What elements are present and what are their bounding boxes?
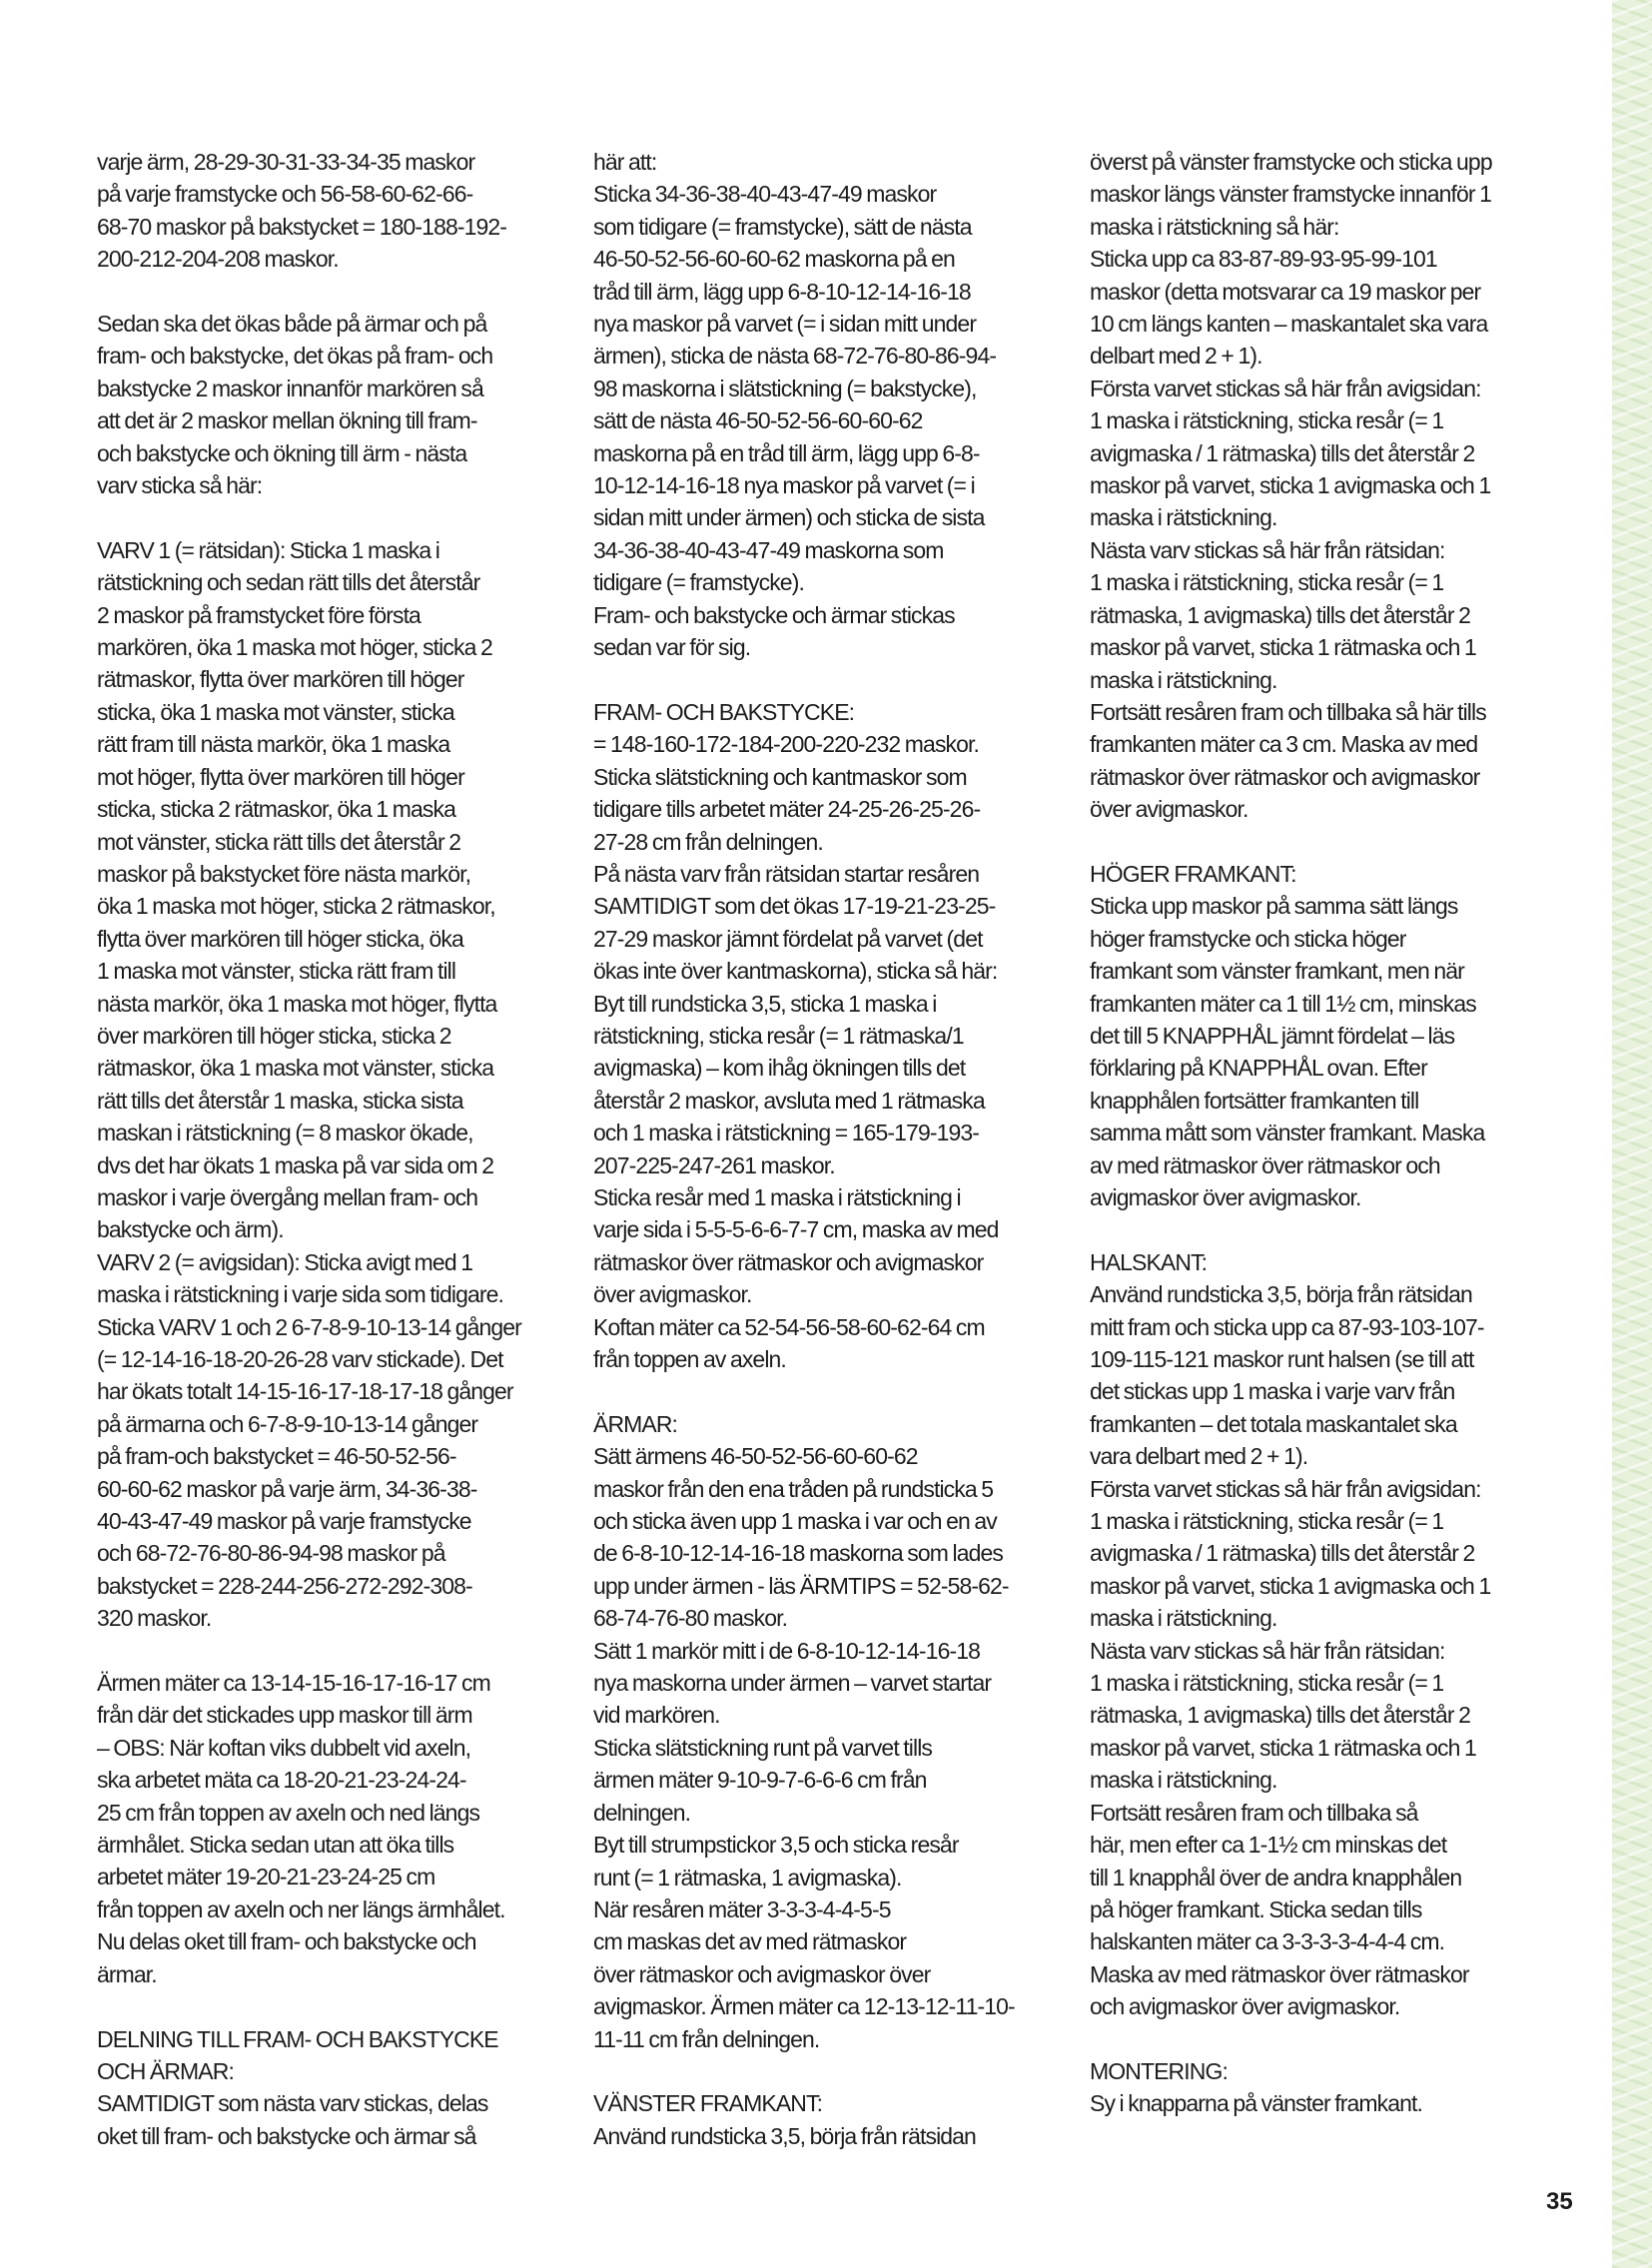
section-text: Sätt ärmens 46-50-52-56-60-60-62 maskor från den ena tråden på rundsticka 5 och sticka även upp 1 maska i var och en av de 6-8-10-12-14-16-18 maskorna som lades upp under ärmen - läs ÄRMTIPS = 52-58-62- 68-74-76-80 maskor. Sätt 1 markör mitt i de 6-8-10-12-14-16-18 nya maskorna under ärmen – varvet startar vid markören. Sticka slätstickning runt på varvet tills ärmen mäter 9-10-9-7-6-6-6 cm från delningen. Byt till strumpstickor 3,5 och sticka resår runt (= 1 rätmaska, 1 avigmaska). När resåren mäter 3-3-3-4-4-5-5 cm maskas det av med rätmaskor över rätmaskor och avigmaskor över avigmaskor. Ärmen mäter ca 12-13-12-11-10- 11-11 cm från delningen. xyxy=(593,1443,1015,2052)
section-fram-och-bakstycke xyxy=(593,696,1059,1376)
column-3 xyxy=(1090,146,1555,2120)
section-text: Sticka upp maskor på samma sätt längs höger framstycke och sticka höger framkant som vänster framkant, men när framkanten mäter ca 1 till 1½ cm, minskas det till 5 KNAPPHÅL jämnt fördelat – läs förklaring på KNAPPHÅL ovan. Efter knapphålen fortsätter framkanten till samma mått som vänster framkant. Maska av med rätmaskor över rätmaskor och avigmaskor över avigmaskor. xyxy=(1090,893,1485,1210)
paragraph: här att: Sticka 34-36-38-40-43-47-49 maskor som tidigare (= framstycke), sätt de nästa 46-50-52-56-60-60-62 maskorna på en tråd till ärm, lägg upp 6-8-10-12-14-16-18 nya maskor på varvet (= i sidan mitt under ärmen), sticka de nästa 68-72-76-80-86-94- 98 maskorna i slätstickning (= bakstycke), sätt de nästa 46-50-52-56-60-60-62 maskorna på en tråd till ärm, lägg upp 6-8- 10-12-14-16-18 nya maskor på varvet (= i sidan mitt under ärmen) och sticka de sista 34-36-38-40-43-47-49 maskorna som tidigare (= framstycke). Fram- och bakstycke och ärmar stickas sedan var för sig. xyxy=(593,149,997,661)
paragraph: Sedan ska det ökas både på ärmar och på fram- och bakstycke, det ökas på fram- och bakstycke 2 maskor innanför markören så att det är 2 maskor mellan ökning till fram- och bakstycke och ökning till ärm - nästa varv sticka så här: xyxy=(97,311,493,499)
paragraph: VARV 1 (= rätsidan): Sticka 1 maska i rätstickning och sedan rätt tills det återstår 2 maskor på framstycket före första markören, öka 1 maska mot höger, sticka 2 rätmaskor, flytta över markören till höger sticka, öka 1 maska mot vänster, sticka rätt fram till nästa markör, öka 1 maska mot höger, flytta över markören till höger sticka, sticka 2 rätmaskor, öka 1 maska mot vänster, sticka rätt tills det återstår 2 maskor på bakstycket före nästa markör, öka 1 maska mot höger, sticka 2 rätmaskor, flytta över markören till höger sticka, öka 1 maska mot vänster, sticka rätt fram till nästa markör, öka 1 maska mot höger, flytta över markören till höger sticka, sticka 2 rätmaskor, öka 1 maska mot vänster, sticka rätt tills det återstår 1 maska, sticka sista maskan i rätstickning (= 8 maskor ökade, dvs det har ökats 1 maska på var sida om 2 maskor i varje övergång mellan fram- och bakstycke och ärm). VARV 2 (= avigsidan): Sticka avigt med 1 maska i rätstickning i varje sida som tidigare. Sticka VARV 1 och 2 6-7-8-9-10-13-14 gånger (= 12-14-16-18-20-26-28 varv stickade). Det har ökats totalt 14-15-16-17-18-17-18 gånger på ärmarna och 6-7-8-9-10-13-14 gånger på fram-och bakstycket = 46-50-52-56- 60-60-62 maskor på varje ärm, 34-36-38- 40-43-47-49 maskor på varje framstycke och 68-72-76-80-86-94-98 maskor på bakstycket = 228-244-256-272-292-308- 320 maskor. xyxy=(97,536,521,1632)
section-text: Använd rundsticka 3,5, börja från rätsidan xyxy=(593,2122,976,2149)
section-heading: DELNING TILL FRAM- OCH BAKSTYCKE OCH ÄRMAR: xyxy=(97,2025,498,2084)
column-2 xyxy=(593,146,1059,2152)
section-text: = 148-160-172-184-200-220-232 maskor. Sticka slätstickning och kantmaskor som tidigare tills arbetet mäter 24-25-26-25-26- 27-28 cm från delningen. På nästa varv från rätsidan startar resåren SAMTIDIGT som det ökas 17-19-21-23-25- 27-29 maskor jämnt fördelat på varvet (det ökas inte över kantmaskorna), sticka så här: Byt till rundsticka 3,5, sticka 1 maska i rätstickning, sticka resår (= 1 rätmaska/1 avigmaska) – kom ihåg ökningen tills det återstår 2 maskor, avsluta med 1 rätmaska och 1 maska i rätstickning = 165-179-193- 207-225-247-261 maskor. Sticka resår med 1 maska i rätstickning i varje sida i 5-5-5-6-6-7-7 cm, maska av med rätmaskor över rätmaskor och avigmaskor över avigmaskor. Koftan mäter ca 52-54-56-58-60-62-64 cm från toppen av axeln. xyxy=(593,731,999,1373)
section-heading: VÄNSTER FRAMKANT: xyxy=(593,2090,823,2117)
section-vanster-framkant xyxy=(593,2087,1059,2152)
section-text: Sy i knapparna på vänster framkant. xyxy=(1090,2090,1422,2117)
column-1 xyxy=(97,146,562,2152)
section-text: SAMTIDIGT som nästa varv stickas, delas oket till fram- och bakstycke och ärmar så xyxy=(97,2090,488,2149)
paragraph: varje ärm, 28-29-30-31-33-34-35 maskor på varje framstycke och 56-58-60-62-66- 68-70 maskor på bakstycket = 180-188-192- 200-212-204-208 maskor. xyxy=(97,149,507,273)
section-halskant xyxy=(1090,1246,1555,2023)
section-heading: HALSKANT: xyxy=(1090,1248,1208,1275)
page-number: 35 xyxy=(1546,2188,1573,2215)
section-heading: ÄRMAR: xyxy=(593,1410,678,1437)
section-delning xyxy=(97,2023,562,2153)
paragraph: överst på vänster framstycke och sticka upp maskor längs vänster framstycke innanför 1 maska i rätstickning så här: Sticka upp ca 83-87-89-93-95-99-101 maskor (detta motsvarar ca 19 maskor per 10 cm längs kanten – maskantalet ska vara delbart med 2 + 1). Första varvet stickas så här från avigsidan: 1 maska i rätstickning, sticka resår (= 1 avigmaska / 1 rätmaska) tills det återstår 2 maskor på varvet, sticka 1 avigmaska och 1 maska i rätstickning. Nästa varv stickas så här från rätsidan: 1 maska i rätstickning, sticka resår (= 1 rätmaska, 1 avigmaska) tills det återstår 2 maskor på varvet, sticka 1 rätmaska och 1 maska i rätstickning. Fortsätt resåren fram och tillbaka så här tills framkanten mäter ca 3 cm. Maska av med rätmaskor över rätmaskor och avigmaskor över avigmaskor. xyxy=(1090,149,1492,823)
section-armar xyxy=(593,1408,1059,2055)
section-heading: MONTERING: xyxy=(1090,2057,1228,2084)
section-heading: FRAM- OCH BAKSTYCKE: xyxy=(593,698,855,725)
section-montering xyxy=(1090,2055,1555,2120)
decorative-side-strip xyxy=(1612,0,1652,2268)
section-hoger-framkant xyxy=(1090,858,1555,1213)
paragraph: Ärmen mäter ca 13-14-15-16-17-16-17 cm från där det stickades upp maskor till ärm – OBS: När koftan viks dubbelt vid axeln, ska arbetet mäta ca 18-20-21-23-24-24- 25 cm från toppen av axeln och ned längs ärmhålet. Sticka sedan utan att öka tills arbetet mäter 19-20-21-23-24-25 cm från toppen av axeln och ner längs ärmhålet. Nu delas oket till fram- och bakstycke och ärmar. xyxy=(97,1670,505,1987)
section-text: Använd rundsticka 3,5, börja från rätsidan mitt fram och sticka upp ca 87-93-103-107- 109-115-121 maskor runt halsen (se till att det stickas upp 1 maska i varje varv från framkanten – det totala maskantalet ska vara delbart med 2 + 1). Första varvet stickas så här från avigsidan: 1 maska i rätstickning, sticka resår (= 1 avigmaska / 1 rätmaska) tills det återstår 2 maskor på varvet, sticka 1 avigmaska och 1 maska i rätstickning. Nästa varv stickas så här från rätsidan: 1 maska i rätstickning, sticka resår (= 1 rätmaska, 1 avigmaska) tills det återstår 2 maskor på varvet, sticka 1 rätmaska och 1 maska i rätstickning. Fortsätt resåren fram och tillbaka så här, men efter ca 1-1½ cm minskas det till 1 knapphål över de andra knapphålen på höger framkant. Sticka sedan tills halskanten mäter ca 3-3-3-3-4-4-4 cm. Maska av med rätmaskor över rätmaskor och avigmaskor över avigmaskor. xyxy=(1090,1281,1491,2020)
section-heading: HÖGER FRAMKANT: xyxy=(1090,860,1296,887)
